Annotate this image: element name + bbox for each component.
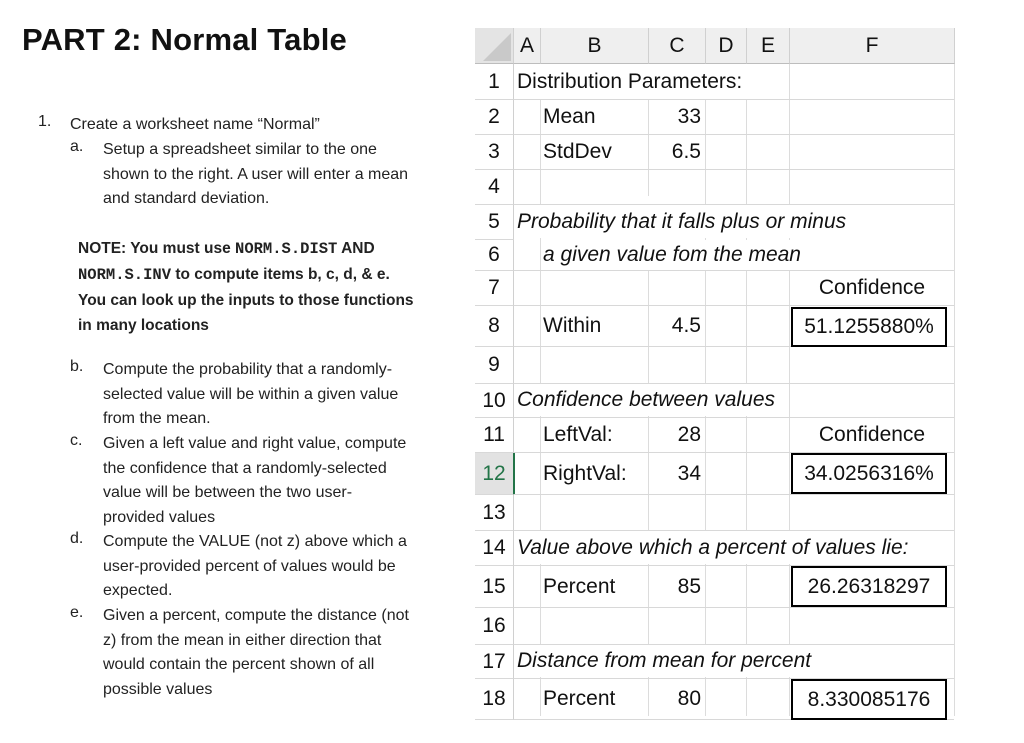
row-header-10[interactable]: 10 <box>475 384 514 418</box>
step-1-text: Create a worksheet name “Normal” <box>70 116 320 133</box>
note-function-1: NORM.S.DIST <box>235 240 338 258</box>
row-header-2[interactable]: 2 <box>475 100 514 135</box>
column-header-b[interactable]: B <box>541 28 649 64</box>
cell-value-above-heading[interactable]: Value above which a percent of values lie: <box>517 531 910 564</box>
grid-row <box>514 495 954 531</box>
item-c-line: provided values <box>103 508 216 526</box>
item-e-marker: e. <box>70 604 84 621</box>
cell-within-label[interactable]: Within <box>543 314 602 337</box>
note-block <box>78 236 468 338</box>
cell-rightval-value[interactable]: 34 <box>677 462 701 485</box>
item-c-line: the confidence that a randomly-selected <box>103 459 387 477</box>
page-title: PART 2: Normal Table <box>22 22 347 57</box>
cell-probability-subheading[interactable]: a given value fom the mean <box>543 240 805 270</box>
cell-between-result[interactable]: 34.0256316% <box>791 453 947 494</box>
row-header-14[interactable]: 14 <box>475 531 514 566</box>
note-rest: to compute items b, c, d, & e. <box>171 266 390 283</box>
row-header-8[interactable]: 8 <box>475 306 514 347</box>
item-d-line: expected. <box>103 582 173 599</box>
column-header-a[interactable]: A <box>514 28 541 64</box>
cell-confidence-header-2[interactable]: Confidence <box>818 423 926 446</box>
cell-within-result[interactable]: 51.1255880% <box>791 307 947 347</box>
column-header-c[interactable]: C <box>649 28 706 64</box>
item-e-line: would contain the percent shown of all <box>103 656 375 673</box>
item-c-line: value will be between the two user- <box>103 484 353 501</box>
select-all-corner[interactable] <box>475 28 514 64</box>
grid-row <box>514 608 954 645</box>
row-header-5[interactable]: 5 <box>475 205 514 240</box>
row-header-9[interactable]: 9 <box>475 347 514 384</box>
item-e-line: Given a percent, compute the distance (not <box>103 607 409 624</box>
grid-row <box>514 170 954 205</box>
row-header-11[interactable]: 11 <box>475 418 514 453</box>
cell-distance-heading[interactable]: Distance from mean for percent <box>517 645 815 677</box>
column-header-e[interactable]: E <box>747 28 790 64</box>
item-c-text <box>103 432 406 530</box>
cell-percent-label-15[interactable]: Percent <box>543 575 616 598</box>
item-e-line: z) from the mean in either direction that <box>103 631 382 649</box>
cell-percent-value-15[interactable]: 85 <box>677 575 701 598</box>
row-header-16[interactable]: 16 <box>475 608 514 645</box>
item-b-text <box>103 358 398 432</box>
cell-percent-value-18[interactable]: 80 <box>677 687 701 710</box>
cell-leftval-label[interactable]: LeftVal: <box>543 423 613 446</box>
row-header-7[interactable]: 7 <box>475 271 514 306</box>
item-b-line: selected value will be within a given value <box>103 385 399 403</box>
item-a-line: shown to the right. A user will enter a mean <box>103 165 409 183</box>
cell-confidence-header[interactable]: Confidence <box>818 276 926 299</box>
cell-leftval-value[interactable]: 28 <box>677 423 701 446</box>
cell-within-value[interactable]: 4.5 <box>671 314 701 337</box>
cell-distance-result[interactable]: 8.330085176 <box>791 679 947 720</box>
grid-line <box>954 64 955 716</box>
item-b-line: Compute the probability that a randomly- <box>103 361 393 378</box>
row-header-13[interactable]: 13 <box>475 495 514 531</box>
row-header-4[interactable]: 4 <box>475 170 514 205</box>
item-b-marker: b. <box>70 358 84 375</box>
row-header-3[interactable]: 3 <box>475 135 514 170</box>
cell-mean-label[interactable]: Mean <box>543 105 596 128</box>
item-d-marker: d. <box>70 530 84 547</box>
item-c-marker: c. <box>70 432 83 449</box>
grid-row <box>514 347 954 384</box>
cell-rightval-label[interactable]: RightVal: <box>543 462 627 485</box>
item-a-line: Setup a spreadsheet similar to the one <box>103 141 377 158</box>
cell-confidence-between-heading[interactable]: Confidence between values <box>517 384 779 416</box>
cell-above-result[interactable]: 26.26318297 <box>791 566 947 607</box>
row-header-15[interactable]: 15 <box>475 566 514 608</box>
item-e-line: possible values <box>103 680 213 698</box>
item-e-text <box>103 604 409 702</box>
cell-mean-value[interactable]: 33 <box>677 105 701 128</box>
note-line: You can look up the inputs to those functions <box>78 292 414 309</box>
item-c-line: Given a left value and right value, compute <box>103 435 407 452</box>
cell-percent-label-18[interactable]: Percent <box>543 687 616 710</box>
step-1-number: 1. <box>38 113 52 130</box>
note-prefix: NOTE: You must use <box>78 240 236 257</box>
item-a-line: and standard deviation. <box>103 190 270 207</box>
column-header-f[interactable]: F <box>790 28 955 64</box>
column-header-d[interactable]: D <box>706 28 747 64</box>
row-header-17[interactable]: 17 <box>475 645 514 679</box>
cell-probability-heading[interactable]: Probability that it falls plus or minus <box>517 205 850 238</box>
note-and: AND <box>337 240 375 257</box>
row-header-18[interactable]: 18 <box>475 679 514 720</box>
note-line: in many locations <box>78 317 209 334</box>
item-b-line: from the mean. <box>103 410 211 427</box>
note-function-2: NORM.S.INV <box>78 266 172 284</box>
cell-stddev-label[interactable]: StdDev <box>543 140 612 163</box>
row-header-12[interactable]: 12 <box>475 453 515 495</box>
item-d-text <box>103 530 407 604</box>
cell-stddev-value[interactable]: 6.5 <box>671 140 701 163</box>
item-a-marker: a. <box>70 138 84 155</box>
row-header-1[interactable]: 1 <box>475 64 514 100</box>
item-d-line: user-provided percent of values would be <box>103 557 396 575</box>
item-d-line: Compute the VALUE (not z) above which a <box>103 533 407 550</box>
item-a-text <box>103 138 408 212</box>
row-header-6[interactable]: 6 <box>475 240 514 271</box>
cell-distribution-parameters[interactable]: Distribution Parameters: <box>517 65 746 99</box>
